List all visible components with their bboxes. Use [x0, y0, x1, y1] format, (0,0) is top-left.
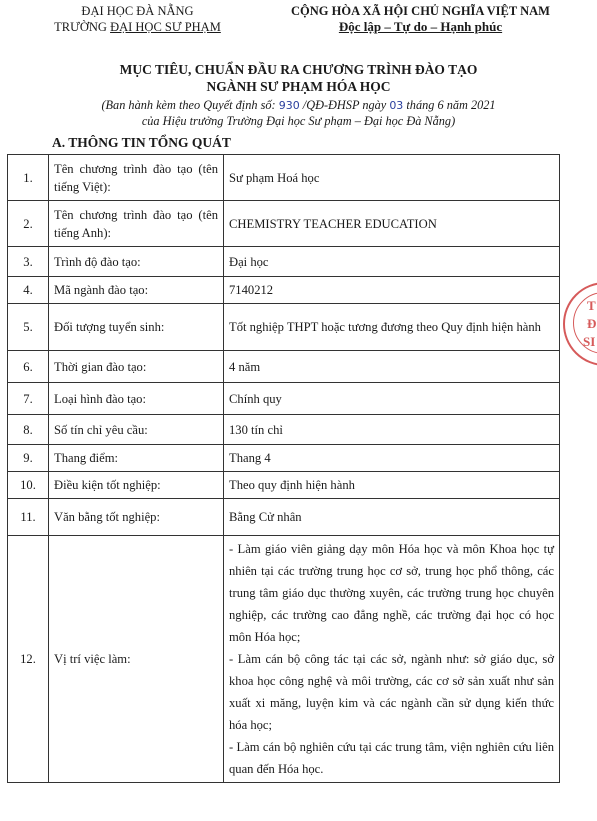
row-number: 9. — [8, 445, 49, 472]
row-number: 8. — [8, 415, 49, 445]
row-value: CHEMISTRY TEACHER EDUCATION — [224, 201, 560, 247]
official-seal — [563, 282, 597, 366]
row-label: Tên chương trình đào tạo (tên tiếng Việt): — [49, 155, 224, 201]
general-info-table — [7, 154, 560, 783]
table-row — [8, 277, 560, 304]
document-title-line1: MỤC TIÊU, CHUẨN ĐẦU RA CHƯƠNG TRÌNH ĐÀO TẠO — [119, 62, 478, 77]
table-row — [8, 247, 560, 277]
table-row — [8, 155, 560, 201]
row-label: Loại hình đào tạo: — [49, 383, 224, 415]
row-number: 11. — [8, 499, 49, 536]
row-number: 7. — [8, 383, 49, 415]
org-line2: TRƯỜNG ĐẠI HỌC SƯ PHẠM — [54, 20, 221, 34]
table-row — [8, 472, 560, 499]
row-number: 4. — [8, 277, 49, 304]
row-label: Số tín chỉ yêu cầu: — [49, 415, 224, 445]
row-value: 7140212 — [224, 277, 560, 304]
table-row — [8, 415, 560, 445]
table-row — [8, 536, 560, 783]
row-value: Bằng Cử nhân — [224, 499, 560, 536]
job-position-item: - Làm cán bộ công tác tại các sở, ngành như: sở giáo dục, sở khoa học công nghệ và môi trường, các cơ sở sản xuất như sản xuất xi măng, luyện kim và các ngành cần sử dụng kiến thức hóa học; — [229, 652, 554, 732]
decision-issuer: của Hiệu trưởng Trường Đại học Sư phạm – Đại học Đà Nẵng) — [141, 114, 456, 128]
row-label: Tên chương trình đào tạo (tên tiếng Anh): — [49, 201, 224, 247]
row-value: 130 tín chỉ — [224, 415, 560, 445]
section-heading: A. THÔNG TIN TỔNG QUÁT — [52, 135, 231, 150]
decision-number: 930 — [278, 99, 300, 112]
row-label: Thời gian đào tạo: — [49, 351, 224, 383]
nation-line2: Độc lập – Tự do – Hạnh phúc — [338, 19, 503, 34]
decision-day: 03 — [389, 99, 404, 112]
document-title-line2: NGÀNH SƯ PHẠM HÓA HỌC — [206, 79, 391, 94]
table-row — [8, 383, 560, 415]
row-value: Thang 4 — [224, 445, 560, 472]
job-position-item: - Làm giáo viên giảng dạy môn Hóa học và môn Khoa học tự nhiên tại các trường trung học cơ sở, trung học phổ thông, các trung tâm giáo dục thường xuyên, các trường trung học chuyên nghiệp, các trường cao đẳng nghề, các trường đại học có học môn Hóa học; — [229, 542, 554, 644]
table-row — [8, 201, 560, 247]
row-value: Tốt nghiệp THPT hoặc tương đương theo Quy định hiện hành — [224, 304, 560, 351]
job-position-item: - Làm cán bộ nghiên cứu tại các trung tâm, viện nghiên cứu liên quan đến Hóa học. — [229, 740, 554, 776]
row-number: 5. — [8, 304, 49, 351]
row-number: 10. — [8, 472, 49, 499]
table-row — [8, 445, 560, 472]
row-label: Đối tượng tuyển sinh: — [49, 304, 224, 351]
org-line1: ĐẠI HỌC ĐÀ NẴNG — [81, 4, 194, 18]
row-value: Chính quy — [224, 383, 560, 415]
row-label: Mã ngành đào tạo: — [49, 277, 224, 304]
table-row — [8, 499, 560, 536]
row-number: 1. — [8, 155, 49, 201]
row-value: Đại học — [224, 247, 560, 277]
row-value: Sư phạm Hoá học — [224, 155, 560, 201]
row-label: Trình độ đào tạo: — [49, 247, 224, 277]
issuing-organization — [20, 3, 255, 35]
seal-letter: SI — [583, 334, 596, 349]
row-label: Điều kiện tốt nghiệp: — [49, 472, 224, 499]
decision-reference: (Ban hành kèm theo Quyết định số: 930 /QĐ-ĐHSP ngày 03 tháng 6 năm 2021 — [101, 98, 496, 112]
row-value — [224, 536, 560, 783]
row-label: Thang điểm: — [49, 445, 224, 472]
row-number: 2. — [8, 201, 49, 247]
row-value: Theo quy định hiện hành — [224, 472, 560, 499]
row-number: 6. — [8, 351, 49, 383]
table-row — [8, 304, 560, 351]
national-motto — [248, 3, 593, 35]
row-number: 12. — [8, 536, 49, 783]
row-label: Văn bằng tốt nghiệp: — [49, 499, 224, 536]
table-row — [8, 351, 560, 383]
nation-line1: CỘNG HÒA XÃ HỘI CHỦ NGHĨA VIỆT NAM — [291, 4, 550, 18]
row-value: 4 năm — [224, 351, 560, 383]
row-label: Vị trí việc làm: — [49, 536, 224, 783]
row-number: 3. — [8, 247, 49, 277]
seal-letter: Đ — [587, 316, 597, 331]
seal-letter: T — [587, 298, 596, 313]
